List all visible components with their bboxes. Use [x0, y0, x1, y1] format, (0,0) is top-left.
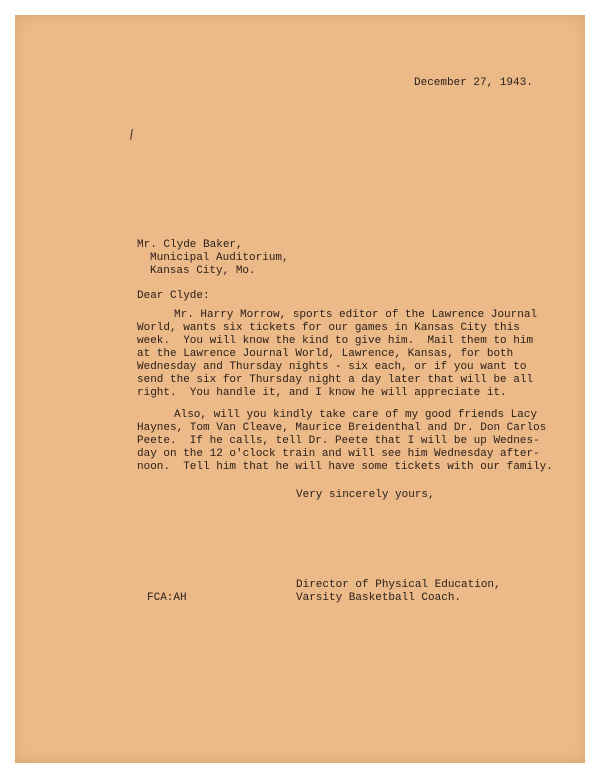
body-line: Peete. If he calls, tell Dr. Peete that I will be up Wednes- [137, 435, 540, 447]
typist-initials: FCA:AH [147, 592, 187, 604]
body-line: day on the 12 o'clock train and will see him Wednesday after- [137, 448, 540, 460]
closing: Very sincerely yours, [296, 489, 435, 501]
letter-date: December 27, 1943. [414, 77, 533, 89]
body-line: right. You handle it, and I know he will appreciate it. [137, 387, 507, 399]
recipient-line: Municipal Auditorium, [150, 252, 289, 264]
recipient-line: Kansas City, Mo. [150, 265, 256, 277]
body-line: Mr. Harry Morrow, sports editor of the Lawrence Journal [174, 309, 538, 321]
body-line: week. You will know the kind to give him. Mail them to him [137, 335, 534, 347]
body-line: Haynes, Tom Van Cleave, Maurice Breidenthal and Dr. Don Carlos [137, 422, 547, 434]
signature-title: Varsity Basketball Coach. [296, 592, 462, 604]
pencil-mark: / [125, 127, 139, 144]
body-line: send the six for Thursday night a day later that will be all [137, 374, 534, 386]
body-line: Wednesday and Thursday nights - six each, or if you want to [137, 361, 527, 373]
body-line: World, wants six tickets for our games in Kansas City this [137, 322, 520, 334]
salutation: Dear Clyde: [137, 290, 210, 302]
recipient-line: Mr. Clyde Baker, [137, 239, 243, 251]
signature-title: Director of Physical Education, [296, 579, 501, 591]
body-line: Also, will you kindly take care of my good friends Lacy [174, 409, 538, 421]
body-line: at the Lawrence Journal World, Lawrence, Kansas, for both [137, 348, 514, 360]
body-line: noon. Tell him that he will have some tickets with our family. [137, 461, 553, 473]
